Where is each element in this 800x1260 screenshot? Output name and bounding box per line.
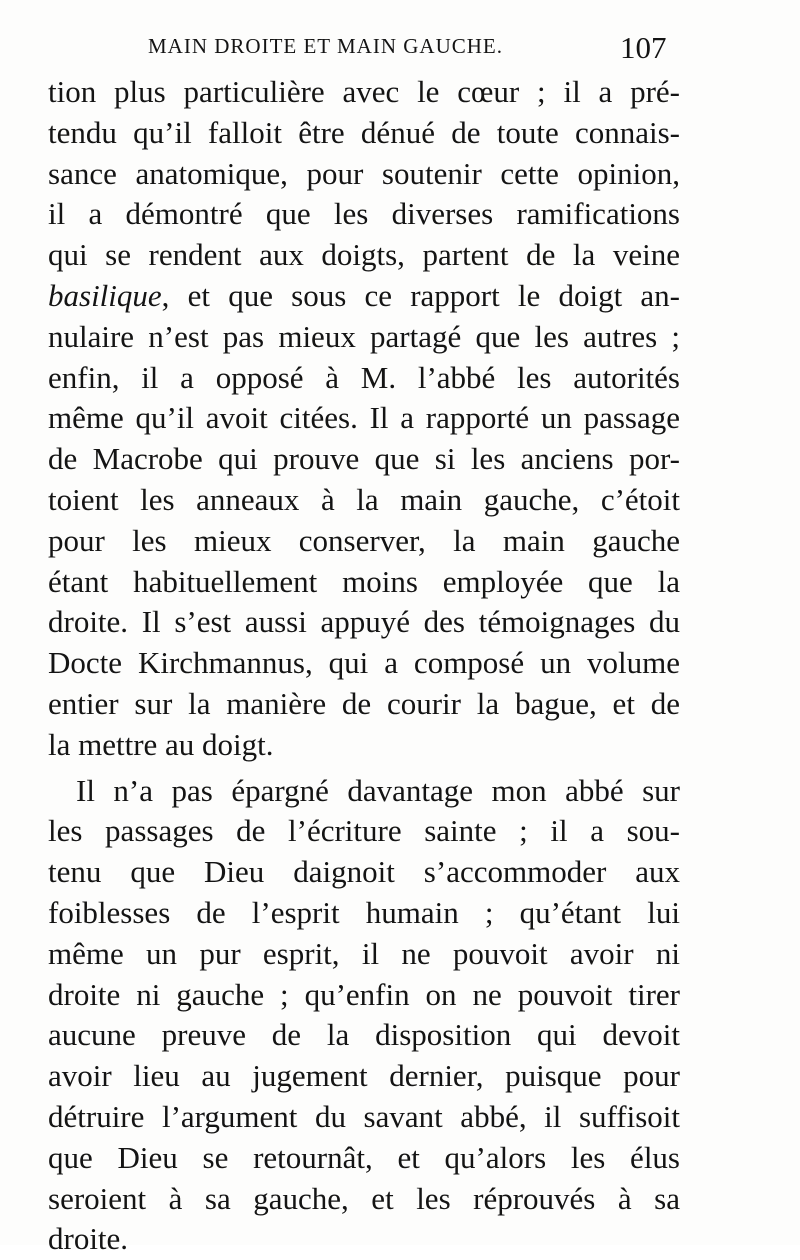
line-segment: droite.: [48, 1221, 129, 1257]
text-line: [48, 439, 680, 480]
text-line: [48, 521, 680, 562]
line-segment: que Dieu se retournât, et qu’alors les élus: [48, 1139, 680, 1175]
line-segment: enfin, il a opposé à M. l’abbé les autorités: [48, 359, 680, 395]
text-line: [48, 852, 680, 893]
text-line: [48, 562, 680, 603]
line-segment: pour les mieux conserver, la main gauche: [48, 522, 680, 558]
text-line: [48, 276, 680, 317]
text-line: [48, 194, 680, 235]
line-segment: il a démontré que les diverses ramifications: [48, 196, 680, 232]
line-segment: qui se rendent aux doigts, partent de la veine: [48, 237, 680, 273]
text-line: [48, 602, 680, 643]
text-line: [48, 725, 680, 766]
line-segment: les passages de l’écriture sainte ; il a sou-: [48, 813, 680, 849]
text-line: [48, 1219, 680, 1260]
line-segment: droite. Il s’est aussi appuyé des témoignages du: [48, 604, 680, 640]
line-segment: tenu que Dieu daignoit s’accommoder aux: [48, 854, 680, 890]
text-line: [48, 113, 680, 154]
text-line: [48, 1097, 680, 1138]
text-line: [48, 235, 680, 276]
line-segment: détruire l’argument du savant abbé, il suffisoit: [48, 1098, 680, 1134]
line-segment: nulaire n’est pas mieux partagé que les autres ;: [48, 318, 680, 354]
line-segment: la mettre au doigt.: [48, 726, 274, 762]
italic-word: basilique: [48, 277, 162, 313]
page-number: 107: [620, 30, 667, 65]
line-segment: tendu qu’il falloit être dénué de toute connais-: [48, 114, 680, 150]
text-line: [48, 684, 680, 725]
line-segment: même qu’il avoit citées. Il a rapporté un passage: [48, 400, 680, 436]
line-segment: même un pur esprit, il ne pouvoit avoir ni: [48, 935, 680, 971]
line-segment: Il n’a pas épargné davantage mon abbé sur: [76, 772, 680, 808]
line-segment: droite ni gauche ; qu’enfin on ne pouvoit tirer: [48, 976, 680, 1012]
line-segment: étant habituellement moins employée que la: [48, 563, 680, 599]
line-segment: sance anatomique, pour soutenir cette opinion,: [48, 155, 680, 191]
line-segment: aucune preuve de la disposition qui devoit: [48, 1017, 680, 1053]
body-text: [48, 72, 680, 1260]
line-segment: entier sur la manière de courir la bague, et de: [48, 685, 680, 721]
text-line: [48, 975, 680, 1016]
text-line: [48, 1179, 680, 1220]
text-line: [48, 317, 680, 358]
line-segment: seroient à sa gauche, et les réprouvés à sa: [48, 1180, 680, 1216]
text-line: [48, 893, 680, 934]
text-line: [48, 358, 680, 399]
text-line: [48, 811, 680, 852]
text-line: [48, 643, 680, 684]
line-segment: de Macrobe qui prouve que si les anciens por-: [48, 441, 680, 477]
line-segment: tion plus particulière avec le cœur ; il a pré-: [48, 74, 680, 109]
text-line: [48, 154, 680, 195]
line-segment: , et que sous ce rapport le doigt an-: [161, 277, 680, 313]
text-line: [48, 1138, 680, 1179]
text-line: [48, 398, 680, 439]
text-line: [48, 934, 680, 975]
paragraph: [48, 72, 680, 766]
running-title: MAIN DROITE ET MAIN GAUCHE.: [148, 34, 504, 58]
line-segment: foiblesses de l’esprit humain ; qu’étant lui: [48, 894, 680, 930]
line-segment: toient les anneaux à la main gauche, c’étoit: [48, 481, 680, 517]
text-line: [48, 771, 680, 812]
text-line: [48, 1056, 680, 1097]
text-line: [48, 1015, 680, 1056]
text-line: [48, 480, 680, 521]
line-segment: Docte Kirchmannus, qui a composé un volume: [48, 645, 680, 681]
paragraph: [48, 766, 680, 1260]
running-head: [0, 30, 800, 70]
text-line: [48, 72, 680, 113]
line-segment: avoir lieu au jugement dernier, puisque pour: [48, 1058, 680, 1094]
